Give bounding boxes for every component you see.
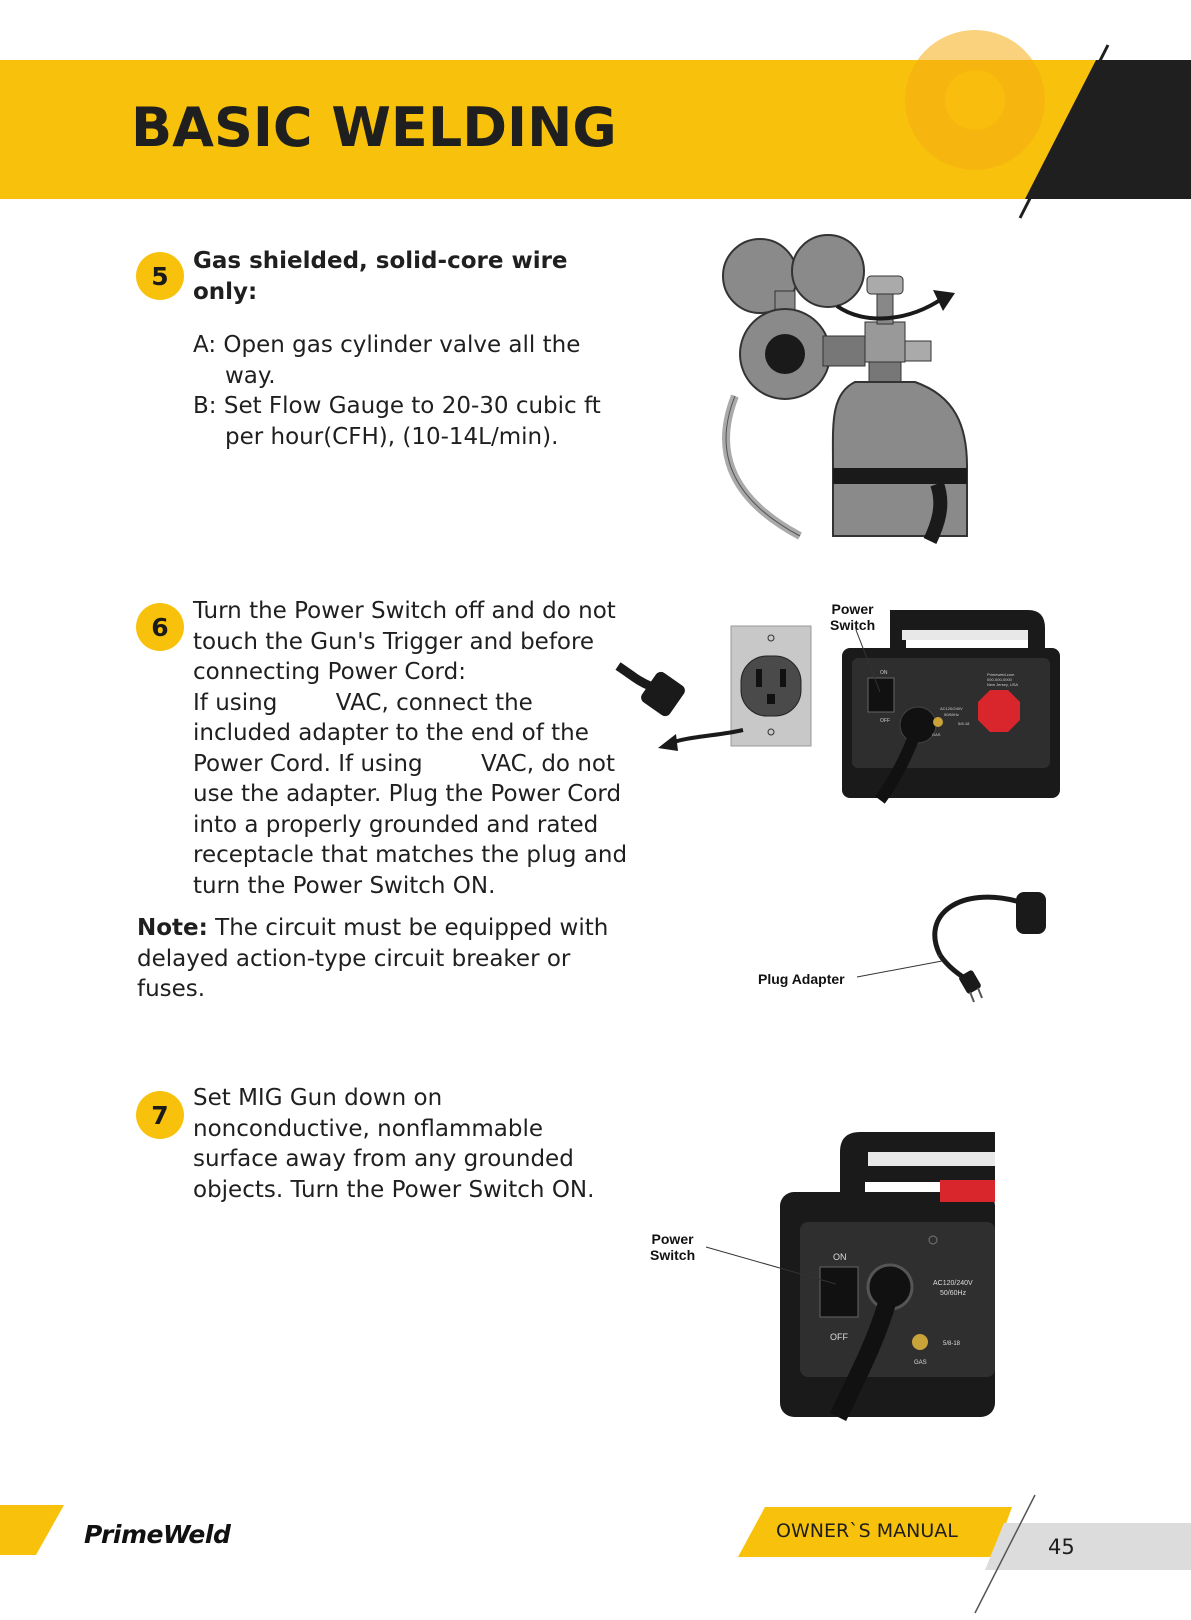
- step-5-heading-2: only:: [193, 278, 258, 305]
- step-6-line: Power Cord. If using VAC, do not: [193, 750, 615, 777]
- plug-adapter-label: Plug Adapter: [758, 971, 845, 987]
- step-7-line: surface away from any grounded: [193, 1146, 574, 1172]
- label-line: Switch: [650, 1247, 696, 1263]
- panel-large-freq: 50/60Hz: [940, 1290, 967, 1297]
- step-6-note: [137, 913, 608, 1005]
- label-line: Switch: [830, 617, 876, 633]
- note-text: fuses.: [137, 976, 206, 1002]
- step-6-line: included adapter to the end of the: [193, 720, 589, 746]
- panel-large-fitting: 5/8-18: [943, 1341, 961, 1347]
- label-line: Power: [651, 1231, 694, 1247]
- page-title: BASIC WELDING: [131, 96, 617, 159]
- plug-adapter-figure: [920, 890, 1080, 1010]
- step-5-line-a: A: Open gas cylinder valve all the: [193, 332, 581, 358]
- step-5-line-a-cont: way.: [225, 362, 276, 389]
- panel-gas-label: GAS: [932, 732, 941, 737]
- gas-fitting-large-icon: [912, 1334, 928, 1350]
- gauge-right-icon: [792, 235, 864, 307]
- panel-rating-label: AC120/240V: [940, 706, 963, 711]
- note-label: Note:: [137, 915, 208, 941]
- brand-logo: PrimeWeld: [84, 1520, 231, 1549]
- panel-fitting-label: 5/8-18: [958, 721, 970, 726]
- adapter-socket-icon: [1016, 892, 1046, 934]
- step-7-line: nonconductive, nonflammable: [193, 1115, 543, 1142]
- step-6-line: Turn the Power Switch off and do not: [193, 598, 616, 624]
- step-6-line: turn the Power Switch ON.: [193, 872, 496, 899]
- manual-label: OWNER`S MANUAL: [776, 1520, 958, 1542]
- panel-info-label: 000-000-0000: [987, 677, 1012, 682]
- power-switch-label-top: [830, 601, 875, 633]
- page-number: 45: [1048, 1535, 1075, 1559]
- panel-large-gas: GAS: [914, 1360, 927, 1366]
- step-5-line-b-cont: per hour(CFH), (10-14L/min).: [225, 423, 559, 450]
- panel-large-rating: AC120/240V: [933, 1280, 973, 1287]
- plug-icon: [639, 670, 687, 719]
- panel-off-label: OFF: [880, 718, 890, 724]
- power-switch-leader-bottom: [706, 1242, 856, 1302]
- note-text: delayed action-type circuit breaker or: [137, 945, 571, 972]
- step-5-heading-1: Gas shielded, solid-core wire: [193, 248, 568, 274]
- note-text: The circuit must be equipped with: [207, 915, 609, 941]
- gas-fitting-icon: [933, 717, 943, 727]
- outlet-icon: [741, 656, 801, 716]
- step-7-badge: 7: [136, 1091, 184, 1139]
- step-5-text: [193, 246, 601, 452]
- label-line: Power: [831, 601, 874, 617]
- step-5-line-b: B: Set Flow Gauge to 20-30 cubic ft: [193, 393, 601, 419]
- step-6-line: receptacle that matches the plug and: [193, 842, 628, 868]
- step-5-badge: 5: [136, 252, 184, 300]
- step-6-line: If using VAC, connect the: [193, 689, 533, 716]
- panel-large-on: ON: [833, 1252, 847, 1262]
- step-6-text: [193, 596, 627, 901]
- step-6-line: use the adapter. Plug the Power Cord: [193, 781, 622, 807]
- step-6-line: into a properly grounded and rated: [193, 811, 599, 838]
- step-6-line: connecting Power Cord:: [193, 659, 466, 685]
- panel-freq-label: 50/60Hz: [944, 712, 959, 717]
- power-switch-label-bottom: [650, 1231, 695, 1263]
- step-6-line: touch the Gun's Trigger and before: [193, 628, 595, 655]
- step-7-text: [193, 1083, 594, 1205]
- panel-large-off: OFF: [830, 1332, 848, 1342]
- gas-cylinder-icon: [833, 382, 967, 536]
- warning-label-icon: [978, 690, 1020, 732]
- step-6-badge: 6: [136, 603, 184, 651]
- page-number-band: [985, 1523, 1191, 1570]
- valve-knob-icon: [867, 276, 903, 294]
- gas-cylinder-figure: [715, 236, 1015, 546]
- footer-decoration: [0, 1495, 1191, 1615]
- step-7-line: Set MIG Gun down on: [193, 1085, 443, 1111]
- plug-adapter-leader: [857, 955, 957, 985]
- outlet-figure: [618, 626, 818, 766]
- panel-on-label: ON: [880, 670, 888, 676]
- panel-info-label: Primeweld.com: [987, 672, 1015, 677]
- step-7-line: objects. Turn the Power Switch ON.: [193, 1176, 595, 1203]
- power-switch-leader-top: [850, 630, 910, 710]
- panel-info-label: New Jersey, USA: [987, 682, 1019, 687]
